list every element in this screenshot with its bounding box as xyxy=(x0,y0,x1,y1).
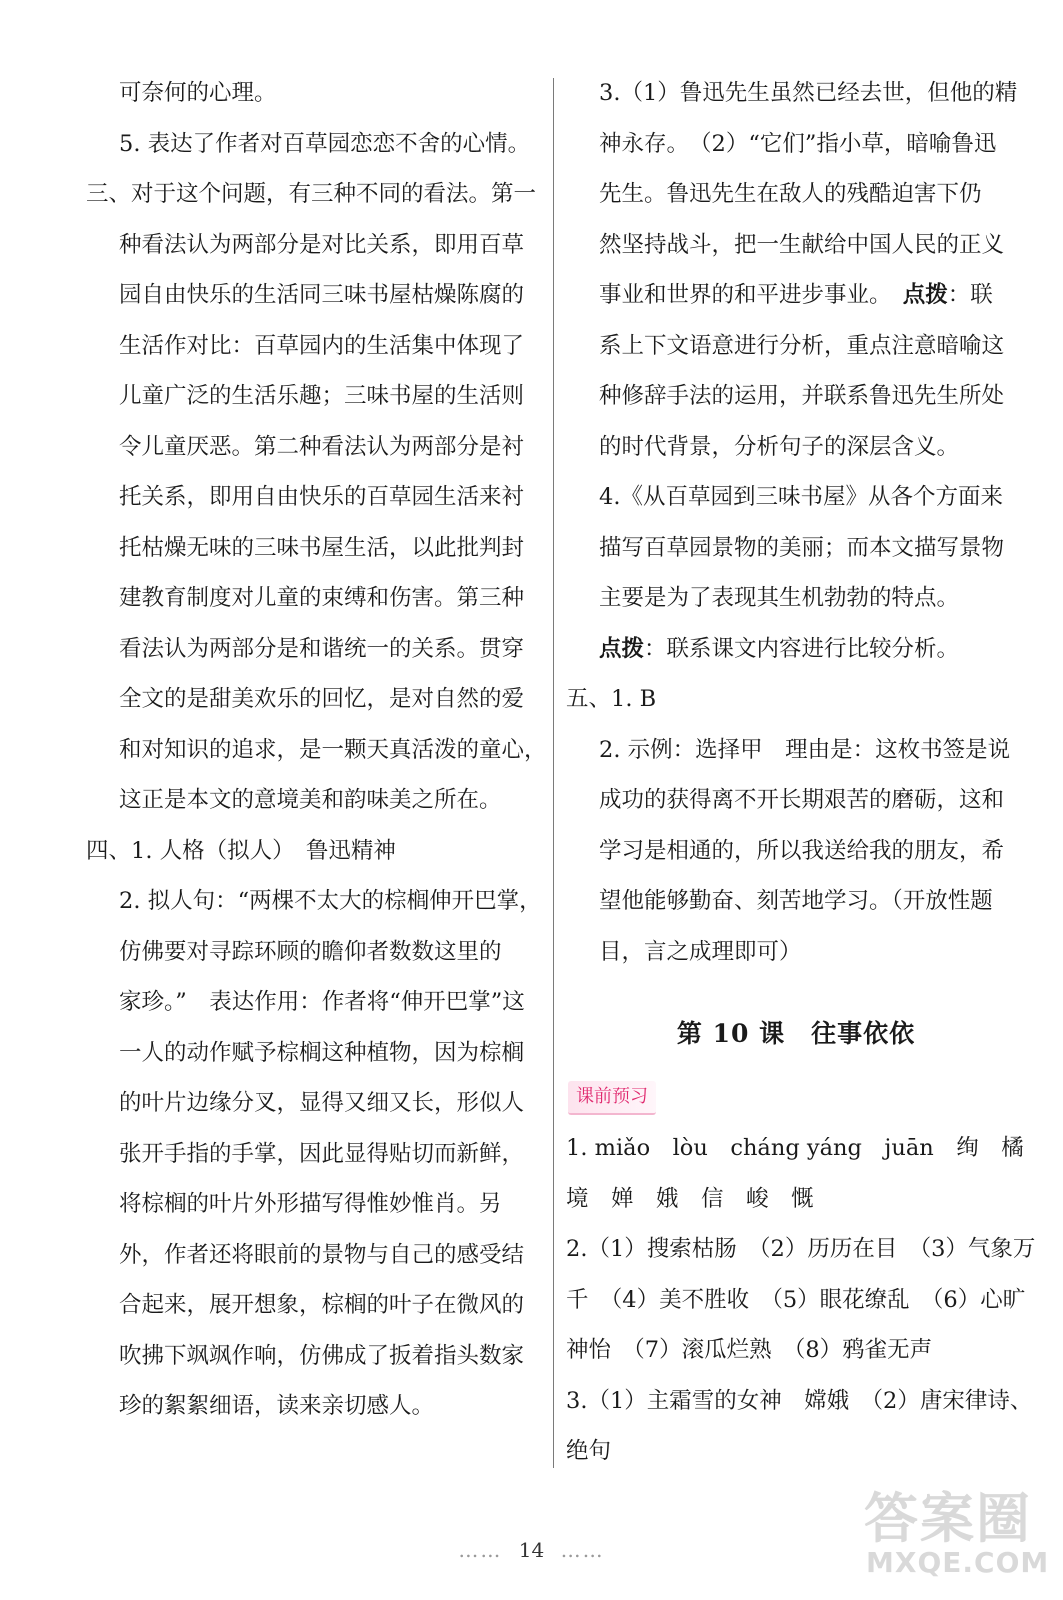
text-line xyxy=(566,321,1026,372)
text-segment: 2. 示例：选择甲 理由是：这枚书签是说 xyxy=(599,736,1011,763)
text-line xyxy=(566,371,1026,422)
text-line xyxy=(566,876,1026,927)
text-line: 一人的动作赋予棕榈这种植物，因为棕榈 xyxy=(119,1039,525,1066)
text-line: 外，作者还将眼前的景物与自己的感受结 xyxy=(119,1241,525,1268)
text-line: 家珍。” 表达作用：作者将“伸开巴掌”这 xyxy=(119,989,525,1015)
section-tag: 课前预习 xyxy=(568,1081,656,1115)
text-line xyxy=(566,68,1026,119)
text-segment: 学习是相通的，所以我送给我的朋友，希 xyxy=(599,837,1005,864)
text-line: 看法认为两部分是和谐统一的关系。贯穿 xyxy=(119,635,525,662)
text-line: 张开手指的手掌，因此显得贴切而新鲜， xyxy=(119,1140,525,1167)
text-line xyxy=(566,674,1026,725)
text-line: 建教育制度对儿童的束缚和伤害。第三种 xyxy=(119,585,525,611)
text-segment: 五、1. B xyxy=(566,686,657,712)
text-line xyxy=(566,927,1026,978)
text-line xyxy=(566,169,1026,220)
hint-label: 点拨 xyxy=(599,635,645,662)
column-divider xyxy=(553,78,554,1468)
answer-block xyxy=(566,68,1026,977)
text-line: 仿佛要对寻踪环顾的瞻仰者数数这里的 xyxy=(119,938,502,965)
left-column xyxy=(86,68,547,1432)
text-line: 园自由快乐的生活同三味书屋枯燥陈腐的 xyxy=(119,282,525,308)
text-line: 境 婵 娥 信 峻 慨 xyxy=(566,1185,814,1212)
text-line xyxy=(566,725,1026,776)
text-line: 儿童广泛的生活乐趣；三味书屋的生活则 xyxy=(119,383,525,409)
text-segment: 望他能够勤奋、刻苦地学习。（开放性题 xyxy=(599,888,993,914)
text-line: 2.（1）搜索枯肠 （2）历历在目 （3）气象万 xyxy=(566,1236,1036,1262)
text-segment: 种修辞手法的运用，并联系鲁迅先生所处 xyxy=(599,383,1005,409)
text-line: 托枯燥无味的三味书屋生活，以此批判封 xyxy=(119,534,525,561)
text-line xyxy=(566,624,1026,675)
text-segment: 4.《从百草园到三味书屋》从各个方面来 xyxy=(599,484,1003,510)
text-segment: ：联 xyxy=(947,282,993,308)
text-line: 将棕榈的叶片外形描写得惟妙惟肖。另 xyxy=(119,1191,502,1217)
text-segment: 描写百草园景物的美丽；而本文描写景物 xyxy=(599,534,1005,561)
text-line: 可奈何的心理。 xyxy=(119,80,277,106)
text-line: 珍的絮絮细语，读来亲切感人。 xyxy=(119,1393,435,1419)
text-line: 托关系，即用自由快乐的百草园生活来衬 xyxy=(119,484,525,510)
text-line: 千 （4）美不胜收 （5）眼花缭乱 （6）心旷 xyxy=(566,1286,1026,1313)
lesson-title: 第 10 课 往事依依 xyxy=(676,1019,916,1048)
watermark-url: MXQE.COM xyxy=(866,1546,1050,1579)
text-line: 绝句 xyxy=(566,1438,612,1464)
text-line: 合起来，展开想象，棕榈的叶子在微风的 xyxy=(119,1292,525,1318)
text-line: 令儿童厌恶。第二种看法认为两部分是衬 xyxy=(119,433,525,460)
text-line: 3.（1）主霜雪的女神 嫦娥 （2）唐宋律诗、 xyxy=(566,1387,1033,1414)
text-segment: ：联系课文内容进行比较分析。 xyxy=(644,635,960,662)
watermark-text: 答案圈 xyxy=(864,1487,1032,1550)
text-segment: 系上下文语意进行分析，重点注意暗喻这 xyxy=(599,332,1005,359)
text-line: 三、对于这个问题，有三种不同的看法。第一 xyxy=(86,181,537,207)
text-line xyxy=(566,775,1026,826)
watermark-logo xyxy=(836,1470,1051,1595)
text-segment: 先生。鲁迅先生在敌人的残酷迫害下仍 xyxy=(599,181,982,207)
text-line xyxy=(566,220,1026,271)
page-number: 14 xyxy=(518,1538,545,1562)
text-line xyxy=(566,523,1026,574)
text-line xyxy=(566,270,1026,321)
text-line: 1. miǎo lòu cháng yáng juān 绚 橘 xyxy=(566,1135,1024,1161)
text-segment: 神永存。 （2）“它们”指小草，暗喻鲁迅 xyxy=(599,130,997,157)
footer-dots-right: …… xyxy=(560,1538,605,1562)
text-segment: 3.（1）鲁迅先生虽然已经去世，但他的精 xyxy=(599,80,1018,106)
text-segment: 的时代背景，分析句子的深层含义。 xyxy=(599,433,960,460)
text-line: 种看法认为两部分是对比关系，即用百草 xyxy=(119,231,525,258)
text-segment: 主要是为了表现其生机勃勃的特点。 xyxy=(599,585,960,611)
preview-answers xyxy=(566,1123,1036,1477)
text-line xyxy=(566,573,1026,624)
text-segment: 目，言之成理即可） xyxy=(599,938,802,965)
text-line: 2. 拟人句：“两棵不太大的棕榈伸开巴掌， xyxy=(119,888,542,914)
hint-label: 点拨 xyxy=(902,282,948,308)
text-line: 生活作对比：百草园内的生活集中体现了 xyxy=(119,332,525,359)
text-line xyxy=(566,119,1026,170)
text-line: 这正是本文的意境美和韵味美之所在。 xyxy=(119,787,502,813)
right-column xyxy=(566,68,1036,1477)
text-line xyxy=(566,472,1026,523)
text-line: 和对知识的追求，是一颗天真活泼的童心， xyxy=(119,736,547,763)
text-line xyxy=(566,422,1026,473)
text-line xyxy=(566,826,1026,877)
text-line: 全文的是甜美欢乐的回忆，是对自然的爱 xyxy=(119,686,525,712)
text-line: 吹拂下飒飒作响，仿佛成了扳着指头数家 xyxy=(119,1342,525,1369)
text-line: 神怡 （7）滚瓜烂熟 （8）鸦雀无声 xyxy=(566,1337,933,1363)
text-line: 四、1. 人格（拟人） 鲁迅精神 xyxy=(86,837,396,864)
text-segment: 然坚持战斗，把一生献给中国人民的正义 xyxy=(599,231,1005,258)
text-line: 的叶片边缘分叉，显得又细又长，形似人 xyxy=(119,1090,525,1116)
text-segment: 成功的获得离不开长期艰苦的磨砺，这和 xyxy=(599,787,1005,813)
text-line: 5. 表达了作者对百草园恋恋不舍的心情。 xyxy=(119,130,531,157)
text-segment: 事业和世界的和平进步事业。 xyxy=(599,282,903,308)
footer-dots-left: …… xyxy=(458,1538,503,1562)
